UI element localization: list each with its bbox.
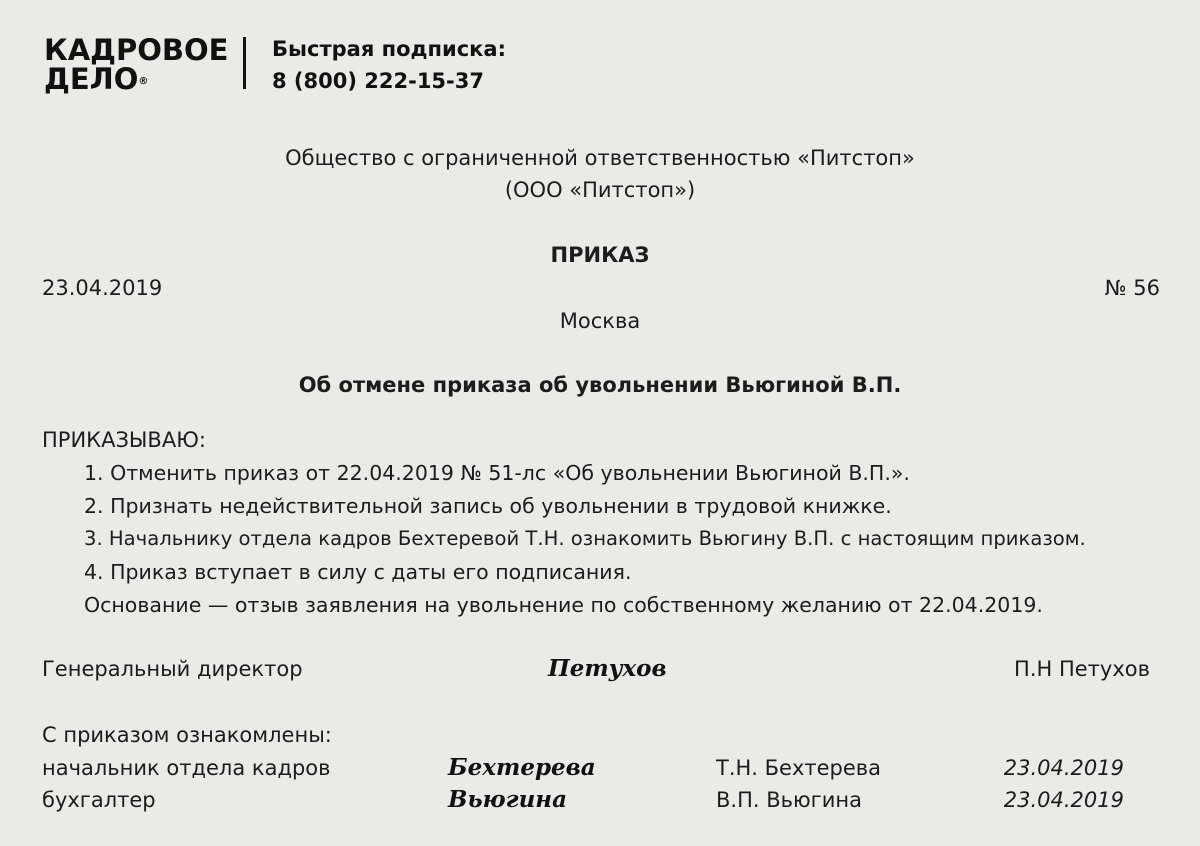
order-date: 23.04.2019 bbox=[42, 276, 163, 300]
directive: ПРИКАЗЫВАЮ: bbox=[42, 428, 206, 452]
order-title: ПРИКАЗ bbox=[550, 243, 650, 267]
order-item-4: 4. Приказ вступает в силу с даты его подписания. bbox=[84, 560, 632, 584]
ack-name-2: В.П. Вьюгина bbox=[716, 788, 862, 812]
ack-name-1: Т.Н. Бехтерева bbox=[716, 756, 882, 780]
ack-position-1: начальник отдела кадров bbox=[42, 756, 331, 780]
order-city: Москва bbox=[559, 309, 641, 333]
order-subject: Об отмене приказа об увольнении Вьюгиной В.П. bbox=[298, 373, 902, 397]
org-short-name: (ООО «Питстоп») bbox=[504, 178, 696, 202]
order-item-2: 2. Признать недействительной запись об увольнении в трудовой книжке. bbox=[84, 494, 892, 518]
order-item-3: 3. Начальнику отдела кадров Бехтеревой Т.Н. ознакомить Вьюгину В.П. с настоящим приказом. bbox=[84, 527, 1086, 550]
logo-line-1: КАДРОВОЕ bbox=[44, 33, 229, 67]
director-position: Генеральный директор bbox=[42, 657, 303, 681]
director-signature: Петухов bbox=[548, 655, 667, 682]
order-basis: Основание — отзыв заявления на увольнение по собственному желанию от 22.04.2019. bbox=[84, 593, 1043, 617]
subscription-phone: 8 (800) 222-15-37 bbox=[272, 69, 484, 93]
ack-date-2: 23.04.2019 bbox=[1003, 788, 1124, 812]
registered-mark: ® bbox=[138, 76, 149, 87]
acknowledgement-label: С приказом ознакомлены: bbox=[42, 723, 332, 747]
ack-date-1: 23.04.2019 bbox=[1003, 756, 1124, 780]
ack-signature-1: Бехтерева bbox=[448, 754, 596, 781]
header-divider bbox=[243, 37, 246, 89]
ack-position-2: бухгалтер bbox=[42, 788, 156, 812]
subscription-label: Быстрая подписка: bbox=[272, 37, 507, 61]
order-item-1: 1. Отменить приказ от 22.04.2019 № 51-лс «Об увольнении Вьюгиной В.П.». bbox=[84, 461, 910, 485]
logo bbox=[44, 33, 229, 96]
ack-signature-2: Вьюгина bbox=[448, 786, 567, 813]
director-name: П.Н Петухов bbox=[1014, 657, 1150, 681]
logo-line-2: ДЕЛО® bbox=[44, 62, 149, 96]
org-full-name: Общество с ограниченной ответственностью «Питстоп» bbox=[285, 146, 915, 170]
order-number: № 56 bbox=[1104, 276, 1160, 300]
